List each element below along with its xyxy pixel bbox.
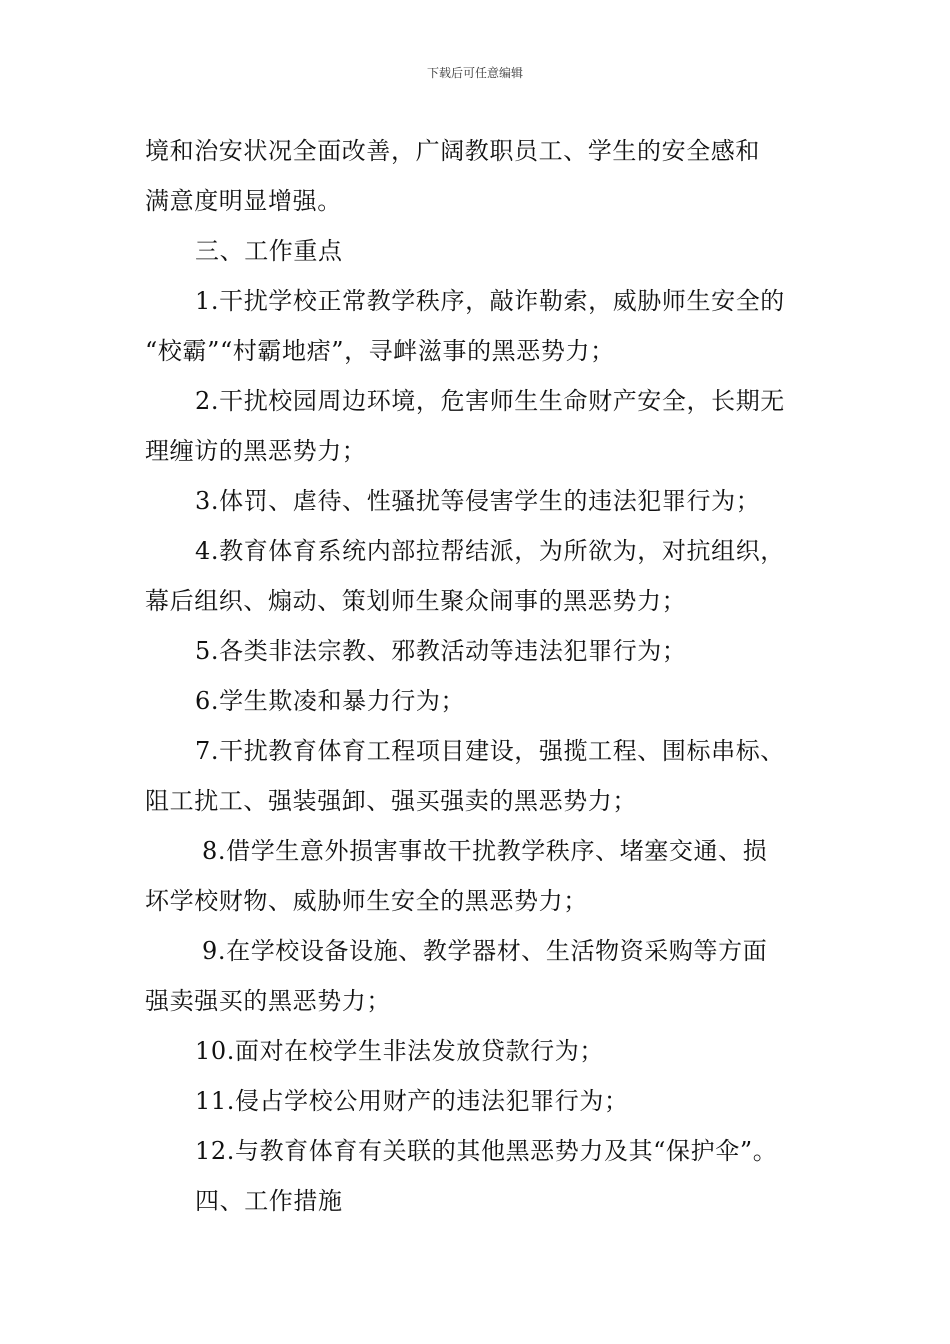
list-item-line: 8.借学生意外损害事故干扰教学秩序、堵塞交通、损 bbox=[202, 837, 768, 865]
list-item-line: 强卖强买的黑恶势力； bbox=[145, 987, 391, 1015]
section-heading: 四、工作措施 bbox=[195, 1187, 343, 1215]
list-item-line: 7.干扰教育体育工程项目建设，强揽工程、围标串标、 bbox=[195, 737, 785, 765]
list-item-line: 坏学校财物、威胁师生安全的黑恶势力； bbox=[145, 887, 588, 915]
list-item-line: 11.侵占学校公用财产的违法犯罪行为； bbox=[195, 1087, 629, 1115]
list-item-line: 2.干扰校园周边环境，危害师生生命财产安全，长期无 bbox=[195, 387, 785, 415]
list-item-line: “校霸”“村霸地痞”，寻衅滋事的黑恶势力； bbox=[145, 337, 615, 365]
document-body bbox=[145, 126, 810, 1226]
list-item-line: 3.体罚、虐待、性骚扰等侵害学生的违法犯罪行为； bbox=[195, 487, 761, 515]
paragraph-line: 境和治安状况全面改善，广阔教职员工、学生的安全感和 bbox=[145, 137, 760, 165]
list-item-line: 4.教育体育系统内部拉帮结派，为所欲为，对抗组织， bbox=[195, 537, 785, 565]
list-item-line: 5.各类非法宗教、邪教活动等违法犯罪行为； bbox=[195, 637, 687, 665]
paragraph-line: 满意度明显增强。 bbox=[145, 187, 342, 215]
list-item-line: 10.面对在校学生非法发放贷款行为； bbox=[195, 1037, 604, 1065]
list-item-line: 12.与教育体育有关联的其他黑恶势力及其“保护伞”。 bbox=[195, 1137, 778, 1165]
list-item-line: 幕后组织、煽动、策划师生聚众闹事的黑恶势力； bbox=[145, 587, 687, 615]
list-item-line: 理缠访的黑恶势力； bbox=[145, 437, 367, 465]
page-header-note: 下载后可任意编辑 bbox=[426, 66, 523, 80]
list-item-line: 9.在学校设备设施、教学器材、生活物资采购等方面 bbox=[202, 937, 768, 965]
list-item-line: 1.干扰学校正常教学秩序，敲诈勒索，威胁师生安全的 bbox=[195, 287, 785, 315]
list-item-line: 阻工扰工、强装强卸、强买强卖的黑恶势力； bbox=[145, 787, 637, 815]
list-item-line: 6.学生欺凌和暴力行为； bbox=[195, 687, 466, 715]
section-heading: 三、工作重点 bbox=[195, 237, 343, 265]
